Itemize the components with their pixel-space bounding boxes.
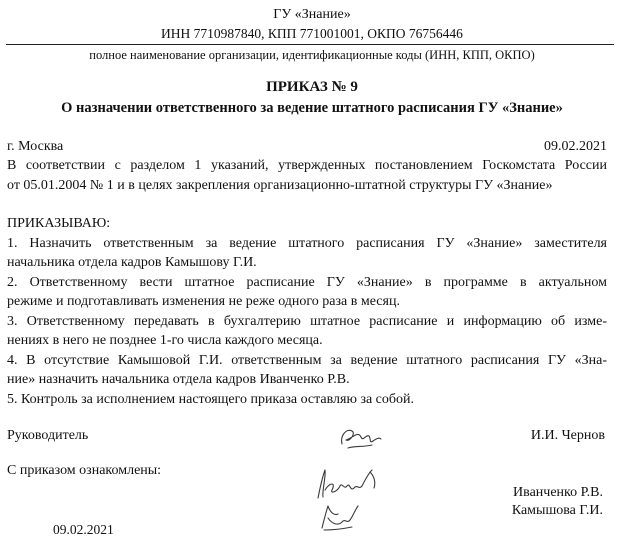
acknowledgement-date: 09.02.2021 — [53, 522, 114, 537]
director-signature — [336, 422, 386, 456]
preamble-line: от 05.01.2004 № 1 и в целях закрепления организационно-штатной структуры ГУ «Знание» — [7, 177, 553, 193]
order-word: ПРИКАЗЫВАЮ: — [7, 216, 111, 231]
employee1-signature — [310, 464, 384, 504]
employee2-name: Камышова Г.И. — [511, 503, 603, 518]
order-date: 09.02.2021 — [544, 139, 607, 154]
order-item-1-cont: начальника отдела кадров Камышову Г.И. — [7, 255, 257, 270]
order-item-1: 1. Назначить ответственным за ведение штатного расписания ГУ «Знание» заместителя — [7, 235, 607, 251]
order-item-3-cont: нениях в него не позднее 1-го числа каждого месяца. — [7, 333, 323, 348]
order-title: ПРИКАЗ № 9 — [266, 79, 358, 95]
order-item-2: 2. Ответственному вести штатное расписание ГУ «Знание» в программе в актуальном — [7, 274, 607, 290]
organization-name: ГУ «Знание» — [273, 7, 351, 22]
order-subject: О назначении ответственного за ведение штатного расписания ГУ «Знание» — [61, 100, 563, 116]
order-item-2-cont: режиме и подготавливать изменения не реже одного раза в месяц. — [7, 294, 400, 309]
order-body — [7, 156, 607, 409]
header-underline — [6, 44, 614, 45]
director-role: Руководитель — [7, 428, 89, 443]
order-item-4-cont: ние» назначить начальника отдела кадров Иванченко Р.В. — [7, 372, 350, 387]
order-city: г. Москва — [7, 139, 64, 154]
order-item-5: 5. Контроль за исполнением настоящего приказа оставляю за собой. — [7, 391, 415, 407]
employee1-name: Иванченко Р.В. — [513, 485, 603, 500]
acknowledgement-label: С приказом ознакомлены: — [7, 463, 162, 478]
order-item-4: 4. В отсутствие Камышовой Г.И. ответственным за ведение штатного расписания ГУ «Зна- — [7, 352, 607, 368]
paragraph-gap — [7, 195, 607, 214]
organization-codes: ИНН 7710987840, КПП 771001001, ОКПО 76756446 — [161, 26, 463, 41]
organization-caption: полное наименование организации, идентификационные коды (ИНН, КПП, ОКПО) — [89, 48, 535, 62]
director-name: И.И. Чернов — [530, 428, 605, 443]
employee2-signature — [314, 500, 364, 534]
preamble-line: В соответствии с разделом 1 указаний, утвержденных постановлением Госкомстата России — [7, 158, 607, 173]
order-item-3: 3. Ответственному передавать в бухгалтерию штатное расписание и информацию об изме- — [7, 313, 607, 329]
